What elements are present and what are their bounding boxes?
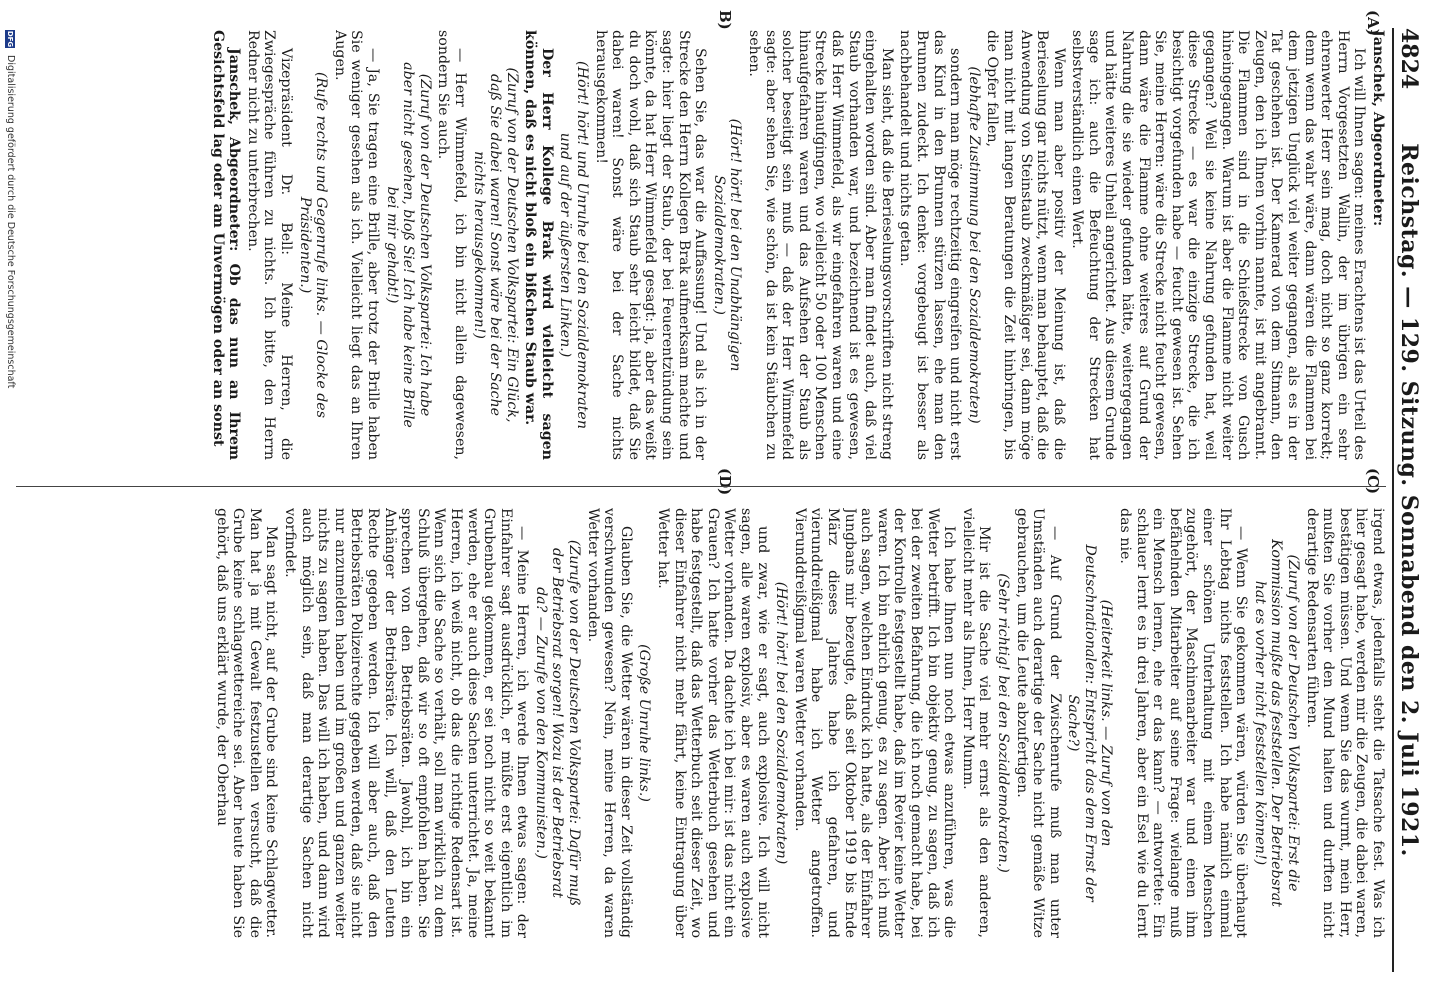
paragraph: Der Herr Kollege Brak wird vielleicht sagen können, daß es nicht bloß ein bißchen Staub war. bbox=[522, 30, 555, 460]
paragraph: — Ja, Sie tragen eine Brille, aber trotz der Brille haben Sie weniger gesehen als ich. Vielleicht liegt das an Ihren Augen. bbox=[331, 30, 381, 460]
dfg-logo: DFG bbox=[6, 30, 15, 48]
right-column bbox=[16, 508, 1386, 938]
left-column bbox=[16, 30, 1386, 460]
paragraph: Wenn man aber positiv der Meinung ist, daß die Berieselung gar nichts nützt, wenn man behauptet, daß die Anwendung von Steinstaub zweckmäßiger sei, dann möge man nicht mit langen Beratungen die Zeit hinbringen, bis die Opfer fallen, bbox=[984, 30, 1067, 460]
paragraph: Ich habe Ihnen nun noch etwas anzuführen, was die Wetter betrifft. Ich bin objektiv genug, zu sagen, daß ich bei der zweiten Befahrung, die ich noch gemacht habe, bei der Kontrolle festgestellt habe, daß im Revier keine Wetter waren. Ich bin ehrlich genug, es zu sagen. Aber ich muß auch sagen, welchen Eindruck ich hatte, als der Einfahrer Jungbans mir bezeugte, daß seit Oktober 1919 bis Ende März dieses Jahres habe ich gefahren, und vierunddreißigmal habe ich Wetter angetroffen. Vierunddreißigmal waren Wetter vorhanden. bbox=[791, 508, 958, 938]
stage-direction: (Zuruf von der Deutschen Volkspartei: Ich habe aber nicht gesehen, bloß Sie! Ich habe keine Brille bei mir gehabt!) bbox=[383, 62, 433, 428]
paragraph: Vizepräsident Dr. Bell: Meine Herren, die Zwiegespräche führen zu nichts. Ich bitte, den Herrn Redner nicht zu unterbrechen. bbox=[244, 30, 294, 460]
paragraph: Janschek, Abgeordneter: bbox=[1370, 30, 1386, 227]
page-number: 4824 bbox=[1396, 28, 1422, 90]
margin-mark-b: B) bbox=[716, 10, 734, 30]
paragraph: sondern man möge rechtzeitig eingreifen und nicht erst das Kind in den Brunnen stürzen lassen, ehe man den Brunnen zudeckt. Ich denke: vorgebeugt ist besser als nachbehandelt und nichts getan. bbox=[897, 30, 964, 460]
paragraph: Glauben Sie, die Wetter wären in dieser Zeit vollständig verschwunden gewesen? Nein, meine Herren, da waren Wetter vorhanden. bbox=[584, 508, 634, 938]
credit-text: Digitalisierung gefördert durch die Deutsche Forschungsgemeinschaft bbox=[5, 55, 16, 389]
paragraph: Mir ist die Sache viel mehr ernst als den anderen, vielleicht mehr als Ihnen, Herr Mumm. bbox=[959, 508, 993, 938]
digitization-credit bbox=[2, 30, 16, 974]
paragraph: — Wenn Sie gekommen wären, würden Sie überhaupt Ihr Lebtag nichts feststellen. Ich habe nämlich einmal einer schönen Unterhaltung mit einem Menschen zugehört, der Maschinenarbeiter war und einen ihm befähelnden Mitarbeiter auf seine Frage: wielange muß ein Mensch lernen, ehe er das kann? — antwortete: Ein schlauer lernt es in drei Jahren, aber ein Esel wie du lernt das nie. bbox=[1117, 508, 1250, 938]
paragraph: — Herr Wimmefeld, ich bin nicht allein dagewesen, sondern Sie auch. bbox=[435, 30, 468, 460]
stage-direction: (Sehr richtig! bei den Sozialdemokraten.) bbox=[994, 573, 1011, 873]
stage-direction: (Zurufe von der Deutschen Volkspartei: Dafür muß der Betriebsrat sorgen! Wozu ist der Betriebsrat da? — Zurufe von den Kommunisten.) bbox=[532, 539, 583, 907]
stage-direction: (Hört! hört! bei den Sozialdemokraten) bbox=[773, 581, 790, 865]
paragraph: Man sagt nicht, auf der Grube sind keine Schlagwetter. Man hat ja mit Gewalt festzustellen versucht, daß die Grube keine schlagwettereiche sei. Aber heute haben Sie gehört, daß uns erklärt wurde, der Oberhau bbox=[213, 508, 280, 938]
stage-direction: (Rufe rechts und Gegenrufe links. — Glocke des Präsidenten.) bbox=[296, 72, 330, 418]
page-header bbox=[1392, 28, 1426, 972]
paragraph: — Auf Grund der Zwischenrufe muß man unter Umständen auch derartige der Sache nicht gemäße Witze gebrauchen, um die Leute abzufertigen. bbox=[1013, 508, 1063, 938]
stage-direction: (Heiterkeit links. — Zuruf von den Deutschnationalen: Entspricht das dem Ernst der Sache?) bbox=[1065, 544, 1115, 902]
page-title: Reichstag. — 129. Sitzung. Sonnabend den 2. Juli 1921. bbox=[1396, 143, 1422, 857]
stage-direction: (lebhafte Zustimmung bei den Sozialdemokraten) bbox=[965, 66, 982, 424]
margin-mark-d: (D) bbox=[716, 468, 734, 496]
paragraph: Man sieht, daß die Berieselungsvorschriften nicht streng eingehalten worden sind. Aber man findet auch, daß viel Staub vorhanden war, und bezeichnend ist es gewesen, daß Herr Wimmefeld, als wir eingefahren waren und eine Strecke hinaufgingen, wo vielleicht 50 oder 100 Menschen hinaufgefahren waren und das Aufsehen der Staub als solcher beseitigt sein muß — daß der Herr Wimmefeld sagte: aber sehen Sie, wie schön, da ist kein Stäubchen zu sehen. bbox=[746, 30, 895, 460]
stage-direction: (Große Unruhe links.) bbox=[636, 644, 653, 802]
margin-mark-a: (A) bbox=[1364, 10, 1382, 36]
stage-direction: (Hört! hört! und Unruhe bei den Sozialdemokraten und auf der äußersten Linken.) bbox=[557, 61, 591, 429]
paragraph: irgend etwas, jedenfalls steht die Tatsache fest. Was ich hier gesagt habe, werden mir die Zeugen, die dabei waren, bestätigen müssen. Und wenn Sie das wurmt, mein Herr, mußten Sie vorher den Mund halten und durften nicht derartige Redensarten führen. bbox=[1303, 508, 1386, 938]
paragraph: Janschek, Abgeordneter: Ob das nun an Ihrem Gesichtsfeld lag oder am Unvermögen oder an sonst bbox=[209, 30, 243, 460]
header-rule bbox=[1392, 28, 1394, 972]
stage-direction: (Zuruf von der Deutschen Volkspartei: Erst die Kommission mußte das feststellen. Der Betriebsrat hat es vorher nicht feststellen können!) bbox=[1251, 539, 1302, 907]
paragraph: und zwar, wie er sagt, auch explosive. Ich will nicht sagen, alle waren explosiv, aber es waren auch explosive Wetter vorhanden. Da dachte ich bei mir: ist das nicht ein Grauen? Ich hatte vorher das Wetterbuch gesehen und habe festgestellt, daß das Wetterbuch seit dieser Zeit, wo dieser Einfahrer nicht mehr fährt, keine Eintragung über Wetter hat. bbox=[655, 508, 771, 938]
margin-mark-c: (C) bbox=[1364, 468, 1382, 495]
paragraph: Ich will Ihnen sagen: meines Erachtens ist das Urteil des Herrn Vorgesetzten Wallin, der im übrigen ein sehr ehrenwerter Herr sein mag, doch nicht so ganz korrekt; denn wenn das wahr wäre, dann wären die Flammen bei dem jetzigen Unglück viel weiter gegangen, als es in der Tat geschehen ist. Der Kamerad von dem Sitmann, den Zeugen, den ich Ihnen vorhin nannte, ist mit angebrannt. Die Flammen sind in die Schießstrecke von Gusch hineingegangen. Warum ist aber die Flamme nicht weiter gegangen? Weil sie keine Nahrung gefunden hat, weil diese Strecke — es war die einzige Strecke, die ich besichtigt vorgefunden habe — feucht gewesen ist. Sehen Sie, meine Herren: wäre die Strecke nicht feucht gewesen, dann wäre die Flamme ohne weiteres auf Grund der Nahrung die sie wieder gefunden hätte, weitergegangen und hätte weiteres Unheil angerichtet. Aus diesem Grunde sage ich: auch die Befeuchtung der Strecken hat selbstverständlich einen Wert. bbox=[1069, 30, 1368, 460]
paragraph: Sehen Sie, das war die Auffassung! Und als ich in der Strecke den Herrn Kollegen Brak aufmerksam machte und sagte: hier liegt der Staub, der bei Feuerentzündung sein könnte, da hat Herr Wimmefeld gesagt: ja, aber das weißt du doch wohl, daß sich Staub sehr leicht bildet, daß Sie dabei waren! Sonst wäre bei der Sache nichts herausgekommen! bbox=[592, 30, 709, 460]
paragraph: — Meine Herren, ich werde Ihnen etwas sagen: der Einfahrer sagt ausdrücklich, er müßte erst eigentlich im Grubenbau gekommen, er sei noch nicht so weit bekannt werden, ehe er auch diese Sachen unterrichtet. Ja, meine Herren, ich weiß nicht, ob das die richtige Redensart ist. Wenn sich die Sache so verhält, soll man wirklich zu dem Schluß übergehen, daß wir so oft empfohlen haben. Sie sprechen von den Betriebsräten. Jawohl, ich bin ein Anhänger der Betriebsräte. Ich will, daß den Leuten Rechte gegeben werden. Ich will aber auch, daß den Betriebsräten Polizeirechte gegeben werden, daß sie nicht nur anzumelden haben und im großen und ganzen weiter nichts zu sagen haben. Das will ich haben, und dann wird auch möglich sein, daß man derartige Sachen nicht vorfindet. bbox=[282, 508, 531, 938]
column-divider bbox=[16, 486, 1386, 487]
stage-direction: (Zuruf von der Deutschen Volkspartei: Ein Glück, daß Sie dabei waren! Sonst wäre bei der Sache nichts herausgekommen!) bbox=[470, 67, 520, 423]
stage-direction: (Hört! hört! bei den Unabhängigen Sozialdemokraten.) bbox=[710, 118, 744, 372]
